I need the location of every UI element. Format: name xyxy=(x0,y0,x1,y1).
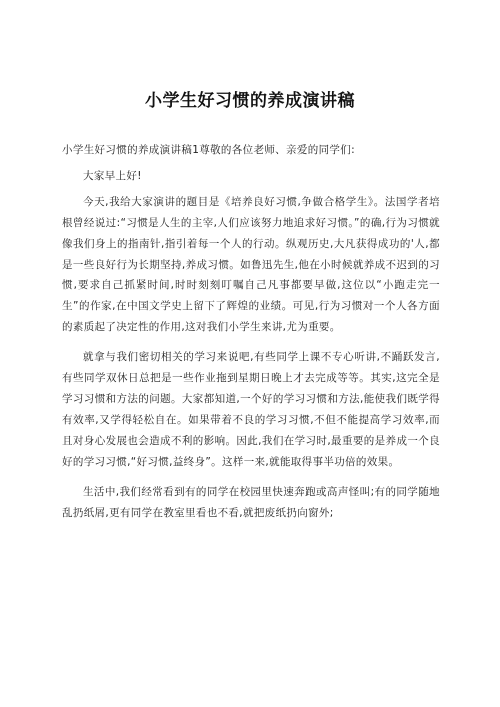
document-title: 小学生好习惯的养成演讲稿 xyxy=(145,91,355,111)
body-paragraph-1: 今天,我给大家演讲的题目是《培养良好习惯,争做合格学生》。法国学者培根曾经说过:“习惯是人生的主宰,人们应该努力地追求好习惯。”的确,行为习惯就像我们身上的指南针,指引着每一个人的行动。纵观历史,大凡获得成功的'人,都是一些良好行为长期坚持,养成习惯。如鲁迅先生,他在小时候就养成不迟到的习惯,要求自己抓紧时间,时时刻刻叮嘱自己凡事都要早做,这位以“小跑走完一生”的作家,在中国文学史上留下了辉煌的业绩。可见,行为习惯对一个人各方面的素质起了决定性的作用,这对我们小学生来讲,尤为重要。 xyxy=(62,195,440,334)
document-body xyxy=(62,140,440,523)
body-paragraph-2: 就拿与我们密切相关的学习来说吧,有些同学上课不专心听讲,不踊跃发言,有些同学双休日总把是一些作业拖到星期日晚上才去完成等等。其实,这完全是学习习惯和方法的问题。大家都知道,一个好的学习习惯和方法,能使我们既学得有效率,又学得轻松自在。如果带着不良的学习习惯,不但不能提高学习效率,而且对身心发展也会造成不利的影响。因此,我们在学习时,最重要的是养成一个良好的学习习惯,“好习惯,益终身”。这样一来,就能取得事半功倍的效果。 xyxy=(62,351,440,468)
salutation-paragraph: 小学生好习惯的养成演讲稿1尊敬的各位老师、亲爱的同学们: xyxy=(62,144,356,156)
greeting-paragraph: 大家早上好! xyxy=(83,169,142,182)
body-paragraph-3: 生活中,我们经常看到有的同学在校园里快速奔跑或高声怪叫;有的同学随地乱扔纸屑,更有同学在教室里看也不看,就把废纸扔向窗外; xyxy=(62,485,440,519)
